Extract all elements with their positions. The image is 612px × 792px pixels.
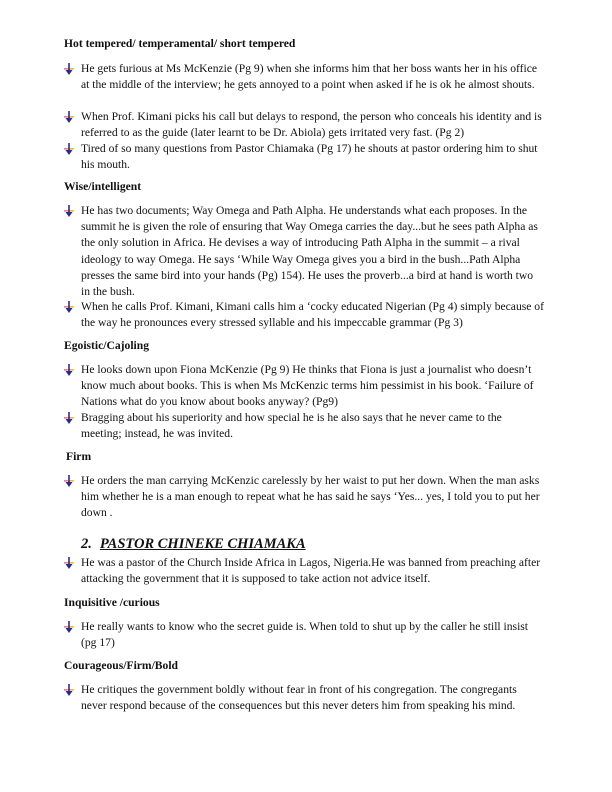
trait-heading-wise: Wise/intelligent bbox=[64, 180, 142, 193]
list-item: He critiques the government boldly without fear in front of his congregation. The congregants never respond because of the consequences but this never deters him from speaking his mind. bbox=[64, 682, 544, 714]
arrow-down-bullet-icon bbox=[64, 301, 74, 313]
arrow-down-bullet-icon bbox=[64, 63, 74, 75]
arrow-down-bullet-icon bbox=[64, 621, 74, 633]
list-item: When he calls Prof. Kimani, Kimani calls him a ‘cocky educated Nigerian (Pg 4) simply because of the way he pronounces every stressed syllable and his impeccable grammar (Pg 3) bbox=[64, 299, 544, 331]
list-item: He really wants to know who the secret guide is. When told to shut up by the caller he still insist (pg 17) bbox=[64, 619, 544, 651]
trait-heading-firm: Firm bbox=[66, 450, 92, 463]
arrow-down-bullet-icon bbox=[64, 111, 74, 123]
list-item: He was a pastor of the Church Inside Africa in Lagos, Nigeria.He was banned from preaching after attacking the government that it is supposed to take action not advice itself. bbox=[64, 555, 544, 587]
list-item: He gets furious at Ms McKenzie (Pg 9) when she informs him that her boss wants her in his office at the middle of the interview; he gets annoyed to a point when asked if he is ok he almost shouts. bbox=[64, 61, 544, 93]
arrow-down-bullet-icon bbox=[64, 205, 74, 217]
trait-heading-courageous: Courageous/Firm/Bold bbox=[64, 659, 179, 672]
list-item: When Prof. Kimani picks his call but delays to respond, the person who conceals his identity and is referred to as the guide (later learnt to be Dr. Abiola) gets irritated very fast. (Pg 2) bbox=[64, 109, 544, 141]
arrow-down-bullet-icon bbox=[64, 412, 74, 424]
list-item: He looks down upon Fiona McKenzie (Pg 9) He thinks that Fiona is just a journalist who doesn’t know much about books. This is when Ms McKenzic terms him pessimist in his book. ‘Failure of Nations what do you know about books anyway? (Pg9) bbox=[64, 362, 544, 411]
list-item: He orders the man carrying McKenzic carelessly by her waist to put her down. When the man asks him whether he is a man enough to repeat what he has said he says ‘Yes... yes, I told you to put her down . bbox=[64, 473, 544, 522]
list-item: Tired of so many questions from Pastor Chiamaka (Pg 17) he shouts at pastor ordering him to shut his mouth. bbox=[64, 141, 544, 173]
arrow-down-bullet-icon bbox=[64, 557, 74, 569]
character-section-title: 2. PASTOR CHINEKE CHIAMAKA bbox=[81, 536, 306, 552]
trait-heading-egoistic: Egoistic/Cajoling bbox=[64, 339, 150, 352]
trait-heading-hot-tempered: Hot tempered/ temperamental/ short tempered bbox=[64, 37, 296, 50]
arrow-down-bullet-icon bbox=[64, 684, 74, 696]
arrow-down-bullet-icon bbox=[64, 143, 74, 155]
list-item: Bragging about his superiority and how special he is he also says that he never came to the meeting; instead, he was invited. bbox=[64, 410, 544, 442]
trait-heading-inquisitive: Inquisitive /curious bbox=[64, 596, 160, 609]
list-item: He has two documents; Way Omega and Path Alpha. He understands what each proposes. In the summit he is given the role of ensuring that Way Omega carries the day...but he sees path Alpha as the only solution in Africa. He devises a way of introducing Path Alpha in the summit – a rival ideology to way Omega. He says ‘While Way Omega gives you a bird in the bush...Path Alpha presses the same bird into your hands (Pg) 154). He uses the proverb...a bird at hand is worth two in the bush. bbox=[64, 203, 544, 300]
arrow-down-bullet-icon bbox=[64, 364, 74, 376]
arrow-down-bullet-icon bbox=[64, 475, 74, 487]
